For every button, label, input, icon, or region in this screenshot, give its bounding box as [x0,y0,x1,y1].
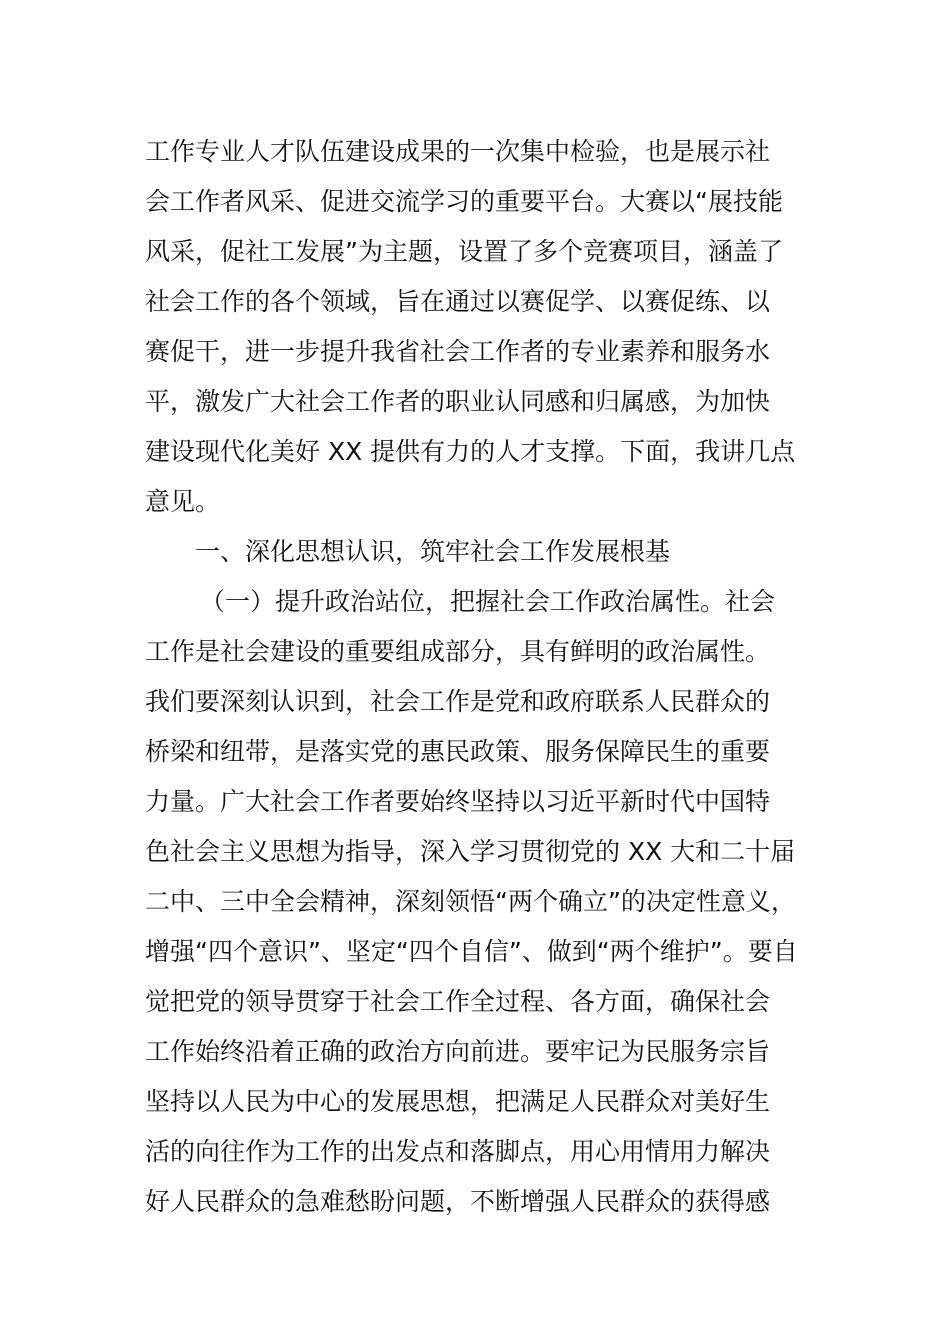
body-text-line: 意见。 [145,487,221,516]
body-text-line: 好人民群众的急难愁盼问题，不断增强人民群众的获得感 [145,1187,771,1216]
body-text-line: 建设现代化美好 XX 提供有力的人才支撑。下面，我讲几点 [145,437,796,466]
section-heading: 一、深化思想认识，筑牢社会工作发展根基 [195,537,671,566]
body-text-line: 赛促干，进一步提升我省社会工作者的专业素养和服务水 [145,337,771,366]
body-text-line: 风采，促社工发展”为主题，设置了多个竞赛项目，涵盖了 [145,237,783,266]
body-text-line: 我们要深刻认识到，社会工作是党和政府联系人民群众的 [145,687,771,716]
body-text-line: 力量。广大社会工作者要始终坚持以习近平新时代中国特 [145,787,771,816]
body-text-line: 桥梁和纽带，是落实党的惠民政策、服务保障民生的重要 [145,737,771,766]
body-text-line: 平，激发广大社会工作者的职业认同感和归属感，为加快 [145,387,771,416]
body-text-line: 工作始终沿着正确的政治方向前进。要牢记为民服务宗旨 [145,1037,771,1066]
body-text-line: 二中、三中全会精神，深刻领悟“两个确立”的决定性意义， [145,887,796,916]
body-text-line: 色社会主义思想为指导，深入学习贯彻党的 XX 大和二十届 [145,837,796,866]
body-text-line: 工作专业人才队伍建设成果的一次集中检验，也是展示社 [145,137,771,166]
body-text-line: 活的向往作为工作的出发点和落脚点，用心用情用力解决 [145,1137,771,1166]
body-text-line: 工作是社会建设的重要组成部分，具有鲜明的政治属性。 [145,637,771,666]
body-text-line: 社会工作的各个领域，旨在通过以赛促学、以赛促练、以 [145,287,771,316]
body-text-line: （一）提升政治站位，把握社会工作政治属性。社会 [200,587,776,616]
body-text-line: 会工作者风采、促进交流学习的重要平台。大赛以“展技能 [145,187,783,216]
body-text-line: 坚持以人民为中心的发展思想，把满足人民群众对美好生 [145,1087,771,1116]
body-text-line: 觉把党的领导贯穿于社会工作全过程、各方面，确保社会 [145,987,771,1016]
body-text-line: 增强“四个意识”、坚定“四个自信”、做到“两个维护”。要自 [145,937,798,966]
